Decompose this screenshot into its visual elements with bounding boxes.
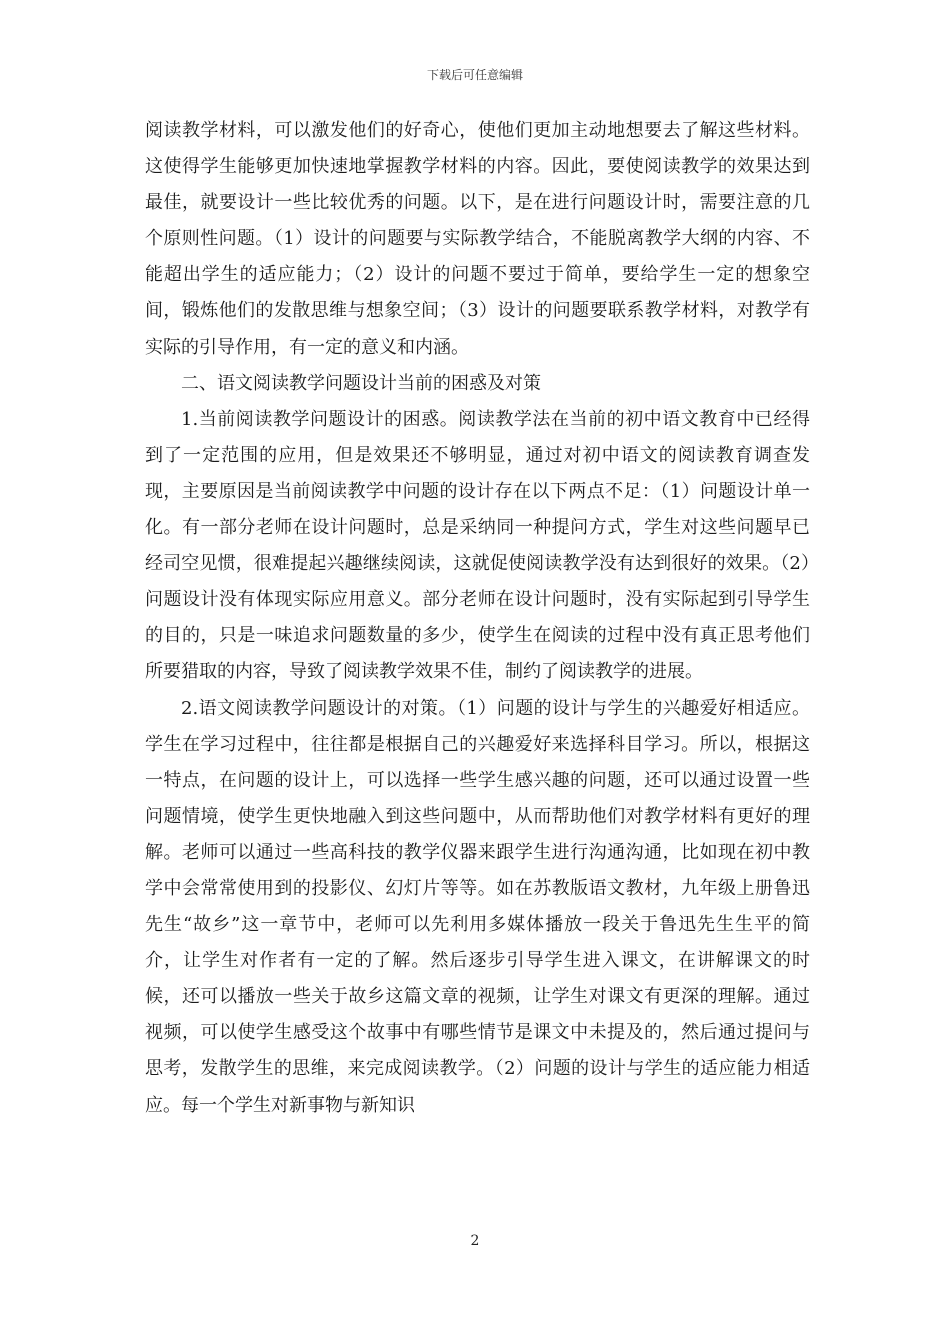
paragraph-countermeasures: 2.语文阅读教学问题设计的对策。（1）问题的设计与学生的兴趣爱好相适应。学生在学习过程中，往往都是根据自己的兴趣爱好来选择科目学习。所以，根据这一特点，在问题的设计上，可以选择一些学生感兴趣的问题，还可以通过设置一些问题情境，使学生更快地融入到这些问题中，从而帮助他们对教学材料有更好的理解。老师可以通过一些高科技的教学仪器来跟学生进行沟通沟通，比如现在初中教学中会常常使用到的投影仪、幻灯片等等。如在苏教版语文教材，九年级上册鲁迅先生“故乡”这一章节中，老师可以先利用多媒体播放一段关于鲁迅先生生平的简介，让学生对作者有一定的了解。然后逐步引导学生进入课文，在讲解课文的时候，还可以播放一些关于故乡这篇文章的视频，让学生对课文有更深的理解。通过视频，可以使学生感受这个故事中有哪些情节是课文中未提及的，然后通过提问与思考，发散学生的思维，来完成阅读教学。（2）问题的设计与学生的适应能力相适应。每一个学生对新事物与新知识 xyxy=(145,697,810,1116)
body-text xyxy=(145,113,810,1124)
paragraph-continued: 阅读教学材料，可以激发他们的好奇心，使他们更加主动地想要去了解这些材料。这使得学生能够更加快速地掌握教学材料的内容。因此，要使阅读教学的效果达到最佳，就要设计一些比较优秀的问题。以下，是在进行问题设计时，需要注意的几个原则性问题。（1）设计的问题要与实际教学结合，不能脱离教学大纲的内容、不能超出学生的适应能力；（2）设计的问题不要过于简单，要给学生一定的想象空间，锻炼他们的发散思维与想象空间；（3）设计的问题要联系教学材料，对教学有实际的引导作用，有一定的意义和内涵。 xyxy=(145,120,810,358)
paragraph-difficulties: 1.当前阅读教学问题设计的困惑。阅读教学法在当前的初中语文教育中已经得到了一定范围的应用，但是效果还不够明显，通过对初中语文的阅读教育调查发现，主要原因是当前阅读教学中问题的设计存在以下两点不足：（1）问题设计单一化。有一部分老师在设计问题时，总是采纳同一种提问方式，学生对这些问题早已经司空见惯，很难提起兴趣继续阅读，这就促使阅读教学没有达到很好的效果。（2）问题设计没有体现实际应用意义。部分老师在设计问题时，没有实际起到引导学生的目的，只是一味追求问题数量的多少，使学生在阅读的过程中没有真正思考他们所要猎取的内容，导致了阅读教学效果不佳，制约了阅读教学的进展。 xyxy=(145,408,810,683)
page-number: 2 xyxy=(470,1233,480,1249)
section-heading: 二、语文阅读教学问题设计当前的困惑及对策 xyxy=(181,372,541,394)
page-header: 下载后可任意编辑 xyxy=(426,68,523,82)
